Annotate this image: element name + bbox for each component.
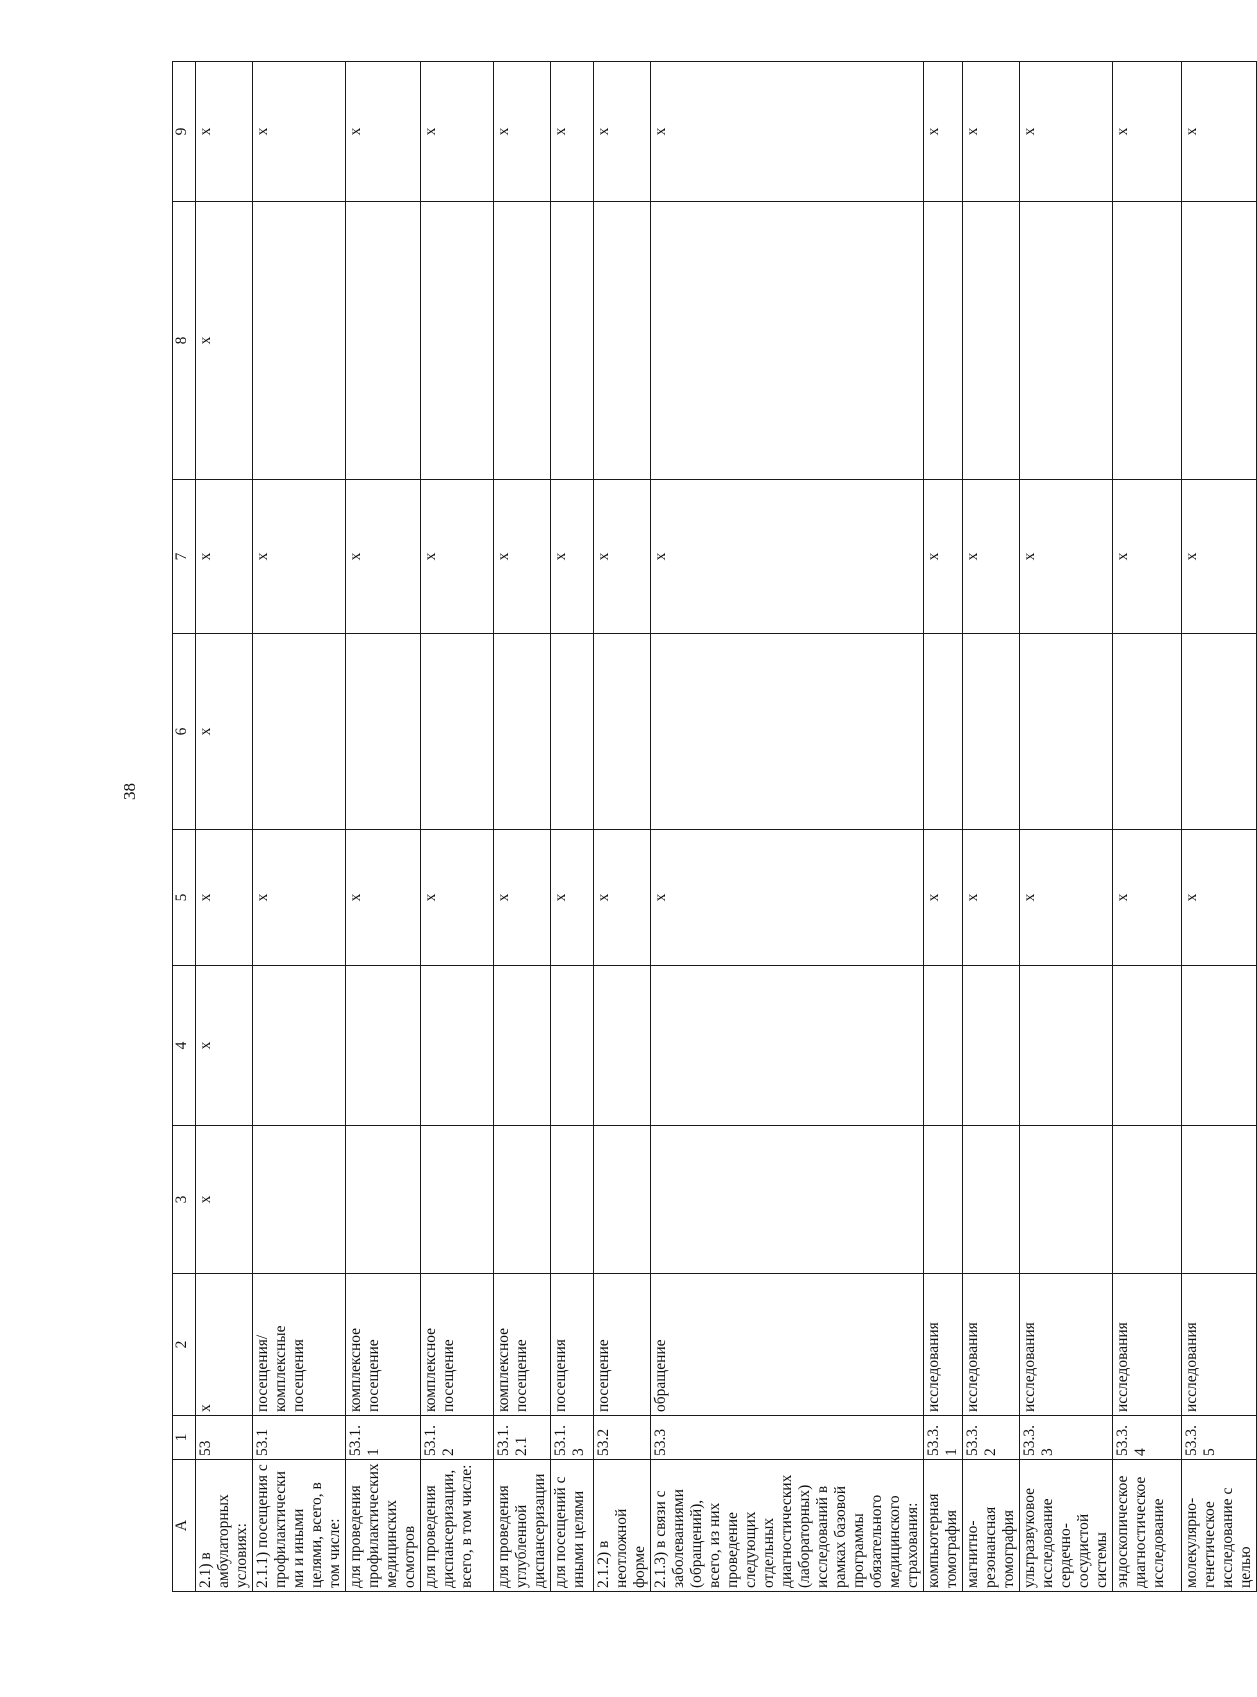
value-cell: х xyxy=(346,830,421,966)
value-cell: х xyxy=(494,480,551,634)
unit-cell: посещения/комплексные посещения xyxy=(253,1274,346,1416)
name-cell: 2.1.2) в неотложной форме xyxy=(594,1460,651,1592)
value-cell: х xyxy=(196,480,253,634)
value-cell xyxy=(651,1126,924,1274)
page-number: 38 xyxy=(120,783,139,800)
unit-cell: комплексное посещение xyxy=(421,1274,494,1416)
value-cell: х xyxy=(551,830,594,966)
header-cell: 8 xyxy=(173,202,196,480)
table-row xyxy=(924,62,963,1592)
value-cell: х xyxy=(253,830,346,966)
header-cell: 7 xyxy=(173,480,196,634)
value-cell: х xyxy=(421,62,494,202)
value-cell xyxy=(1182,202,1257,480)
value-cell xyxy=(551,1126,594,1274)
value-cell: х xyxy=(196,830,253,966)
value-cell: х xyxy=(1020,480,1113,634)
name-cell: 2.1) в амбулаторных условиях: xyxy=(196,1460,253,1592)
value-cell: х xyxy=(421,480,494,634)
code-cell: 53.3.4 xyxy=(1113,1416,1182,1460)
unit-cell: комплексное посещение xyxy=(346,1274,421,1416)
code-cell: 53.3.5 xyxy=(1182,1416,1257,1460)
value-cell: х xyxy=(651,62,924,202)
value-cell xyxy=(963,634,1020,830)
value-cell: х xyxy=(346,480,421,634)
header-cell: 5 xyxy=(173,830,196,966)
value-cell: х xyxy=(924,480,963,634)
value-cell xyxy=(594,634,651,830)
table-row xyxy=(963,62,1020,1592)
table-row xyxy=(253,62,346,1592)
value-cell xyxy=(421,1126,494,1274)
code-cell: 53.3.1 xyxy=(924,1416,963,1460)
value-cell: х xyxy=(551,62,594,202)
table-row xyxy=(421,62,494,1592)
value-cell xyxy=(421,634,494,830)
value-cell xyxy=(651,966,924,1126)
value-cell: х xyxy=(196,966,253,1126)
code-cell: 53.1.2.1 xyxy=(494,1416,551,1460)
table-row xyxy=(346,62,421,1592)
name-cell: для проведения углубленной диспансеризации xyxy=(494,1460,551,1592)
table-row xyxy=(1182,62,1257,1592)
value-cell xyxy=(346,634,421,830)
header-cell: 9 xyxy=(173,62,196,202)
value-cell: х xyxy=(346,62,421,202)
value-cell xyxy=(1113,634,1182,830)
value-cell xyxy=(963,202,1020,480)
name-cell: компьютерная томография xyxy=(924,1460,963,1592)
value-cell xyxy=(594,202,651,480)
value-cell: х xyxy=(196,62,253,202)
value-cell xyxy=(1113,1126,1182,1274)
name-cell: магнитно-резонансная томография xyxy=(963,1460,1020,1592)
code-cell: 53.1.2 xyxy=(421,1416,494,1460)
name-cell: для проведения профилактических медицинских осмотров xyxy=(346,1460,421,1592)
value-cell xyxy=(253,966,346,1126)
value-cell xyxy=(963,966,1020,1126)
value-cell xyxy=(253,634,346,830)
value-cell: х xyxy=(551,480,594,634)
value-cell xyxy=(924,202,963,480)
value-cell: х xyxy=(651,830,924,966)
unit-cell: исследования xyxy=(1182,1274,1257,1416)
table-row xyxy=(1113,62,1182,1592)
value-cell xyxy=(924,966,963,1126)
table-container xyxy=(172,62,1257,1592)
value-cell xyxy=(421,202,494,480)
data-table xyxy=(172,61,1257,1592)
value-cell xyxy=(421,966,494,1126)
value-cell: х xyxy=(494,62,551,202)
table-row xyxy=(651,62,924,1592)
name-cell: для посещений с иными целями xyxy=(551,1460,594,1592)
value-cell xyxy=(1182,634,1257,830)
value-cell xyxy=(346,966,421,1126)
value-cell xyxy=(346,202,421,480)
value-cell: х xyxy=(1182,62,1257,202)
code-cell: 53 xyxy=(196,1416,253,1460)
unit-cell: обращение xyxy=(651,1274,924,1416)
value-cell: х xyxy=(196,1126,253,1274)
name-cell: молекулярно-генетическое исследование с целью xyxy=(1182,1460,1257,1592)
value-cell xyxy=(1020,634,1113,830)
unit-cell: исследования xyxy=(1113,1274,1182,1416)
unit-cell: х xyxy=(196,1274,253,1416)
value-cell: х xyxy=(1113,62,1182,202)
value-cell: х xyxy=(1020,62,1113,202)
header-row xyxy=(173,62,196,1592)
value-cell xyxy=(1182,1126,1257,1274)
value-cell: х xyxy=(963,480,1020,634)
code-cell: 53.1.3 xyxy=(551,1416,594,1460)
value-cell xyxy=(1020,966,1113,1126)
code-cell: 53.3 xyxy=(651,1416,924,1460)
value-cell xyxy=(494,1126,551,1274)
value-cell xyxy=(253,1126,346,1274)
code-cell: 53.3.3 xyxy=(1020,1416,1113,1460)
unit-cell: исследования xyxy=(963,1274,1020,1416)
value-cell: х xyxy=(963,62,1020,202)
value-cell xyxy=(594,1126,651,1274)
value-cell: х xyxy=(594,480,651,634)
value-cell xyxy=(963,1126,1020,1274)
code-cell: 53.2 xyxy=(594,1416,651,1460)
code-cell: 53.1.1 xyxy=(346,1416,421,1460)
value-cell: х xyxy=(1182,480,1257,634)
value-cell xyxy=(551,634,594,830)
value-cell: х xyxy=(924,830,963,966)
unit-cell: исследования xyxy=(924,1274,963,1416)
header-cell: 3 xyxy=(173,1126,196,1274)
value-cell xyxy=(494,966,551,1126)
value-cell xyxy=(594,966,651,1126)
header-cell: 2 xyxy=(173,1274,196,1416)
value-cell: х xyxy=(253,480,346,634)
value-cell: х xyxy=(963,830,1020,966)
value-cell xyxy=(494,202,551,480)
name-cell: 2.1.3) в связи с заболеваниями (обращений), всего, из них проведение следующих отдельных диагностических (лабораторных) исследований в рамках базовой программы обязательного медицинского страхования: xyxy=(651,1460,924,1592)
table-row xyxy=(594,62,651,1592)
value-cell xyxy=(1182,966,1257,1126)
unit-cell: посещение xyxy=(594,1274,651,1416)
value-cell: х xyxy=(1113,830,1182,966)
header-cell: 4 xyxy=(173,966,196,1126)
table-row xyxy=(551,62,594,1592)
value-cell xyxy=(651,202,924,480)
table-row xyxy=(1020,62,1113,1592)
unit-cell: комплексное посещение xyxy=(494,1274,551,1416)
value-cell: х xyxy=(253,62,346,202)
value-cell xyxy=(551,202,594,480)
header-cell: 1 xyxy=(173,1416,196,1460)
value-cell: х xyxy=(1182,830,1257,966)
table-row xyxy=(494,62,551,1592)
value-cell: х xyxy=(494,830,551,966)
header-cell: 6 xyxy=(173,634,196,830)
value-cell xyxy=(1020,1126,1113,1274)
value-cell: х xyxy=(1020,830,1113,966)
value-cell: х xyxy=(1113,480,1182,634)
name-cell: для проведения диспансеризации, всего, в том числе: xyxy=(421,1460,494,1592)
code-cell: 53.3.2 xyxy=(963,1416,1020,1460)
name-cell: 2.1.1) посещения с профилактическими и иными целями, всего, в том числе: xyxy=(253,1460,346,1592)
value-cell: х xyxy=(594,62,651,202)
value-cell: х xyxy=(196,634,253,830)
value-cell: х xyxy=(594,830,651,966)
value-cell: х xyxy=(924,62,963,202)
value-cell xyxy=(651,634,924,830)
code-cell: 53.1 xyxy=(253,1416,346,1460)
value-cell xyxy=(1020,202,1113,480)
unit-cell: посещения xyxy=(551,1274,594,1416)
value-cell xyxy=(924,634,963,830)
value-cell xyxy=(924,1126,963,1274)
value-cell xyxy=(253,202,346,480)
table-row xyxy=(196,62,253,1592)
name-cell: эндоскопическое диагностическое исследование xyxy=(1113,1460,1182,1592)
value-cell xyxy=(346,1126,421,1274)
value-cell xyxy=(494,634,551,830)
value-cell xyxy=(1113,202,1182,480)
value-cell: х xyxy=(196,202,253,480)
value-cell: х xyxy=(651,480,924,634)
header-cell: А xyxy=(173,1460,196,1592)
value-cell: х xyxy=(421,830,494,966)
name-cell: ультразвуковое исследование сердечно-сосудистой системы xyxy=(1020,1460,1113,1592)
unit-cell: исследования xyxy=(1020,1274,1113,1416)
value-cell xyxy=(551,966,594,1126)
value-cell xyxy=(1113,966,1182,1126)
